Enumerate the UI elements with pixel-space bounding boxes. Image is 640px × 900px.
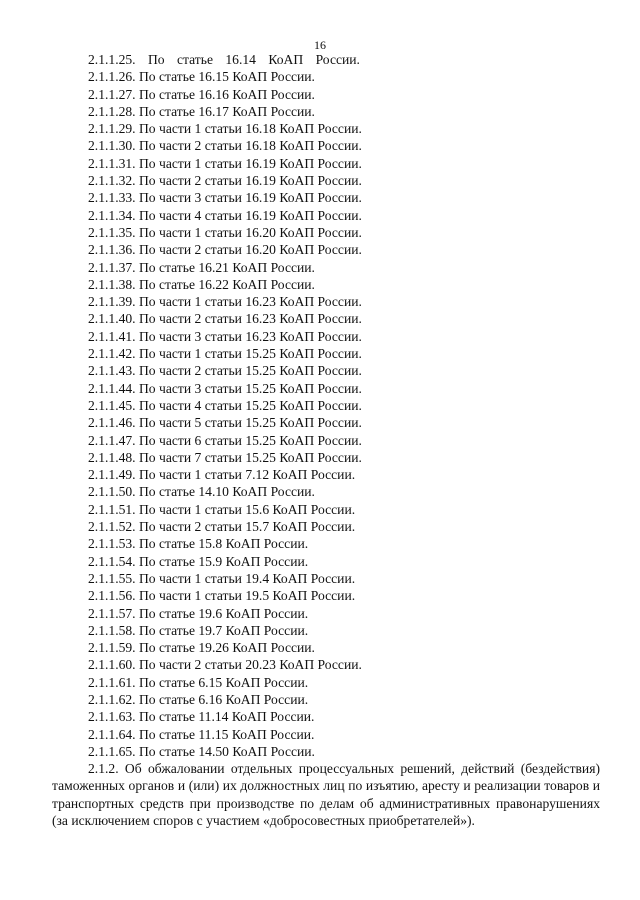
section-paragraph: 2.1.2. Об обжаловании отдельных процессуальных решений, действий (бездействия) таможенных органов и (или) их должностных лиц по изъятию, аресту и реализации товаров и транспортных средств при производстве по делам об административных правонарушениях (за исключением споров с участием «добросовестных приобретателей»). xyxy=(52,761,600,828)
list-item: 2.1.1.45. По части 4 статьи 15.25 КоАП России. xyxy=(88,397,362,413)
list-item: 2.1.1.44. По части 3 статьи 15.25 КоАП России. xyxy=(88,380,362,396)
list-item: 2.1.1.42. По части 1 статьи 15.25 КоАП России. xyxy=(88,346,362,362)
list-item: 2.1.1.63. По статье 11.14 КоАП России. xyxy=(88,709,315,725)
list-item: 2.1.1.58. По статье 19.7 КоАП России. xyxy=(88,622,309,638)
page-number: 16 xyxy=(314,38,326,52)
list-item: 2.1.1.30. По части 2 статьи 16.18 КоАП России. xyxy=(88,138,362,154)
list-item: 2.1.1.46. По части 5 статьи 15.25 КоАП России. xyxy=(88,415,362,431)
list-item: 2.1.1.57. По статье 19.6 КоАП России. xyxy=(88,605,309,621)
list-item: 2.1.1.34. По части 4 статьи 16.19 КоАП России. xyxy=(88,207,362,223)
list-item: 2.1.1.52. По части 2 статьи 15.7 КоАП России. xyxy=(88,519,356,535)
list-item: 2.1.1.29. По части 1 статьи 16.18 КоАП России. xyxy=(88,121,362,137)
list-item: 2.1.1.27. По статье 16.16 КоАП России. xyxy=(88,86,315,102)
article-list xyxy=(88,51,362,760)
list-item: 2.1.1.31. По части 1 статьи 16.19 КоАП России. xyxy=(88,155,362,171)
list-item: 2.1.1.56. По части 1 статьи 19.5 КоАП России. xyxy=(88,588,356,604)
list-item: 2.1.1.54. По статье 15.9 КоАП России. xyxy=(88,553,309,569)
list-item: 2.1.1.61. По статье 6.15 КоАП России. xyxy=(88,674,309,690)
list-item: 2.1.1.51. По части 1 статьи 15.6 КоАП России. xyxy=(88,501,356,517)
list-item: 2.1.1.28. По статье 16.17 КоАП России. xyxy=(88,103,315,119)
list-item: 2.1.1.39. По части 1 статьи 16.23 КоАП России. xyxy=(88,294,362,310)
list-item: 2.1.1.48. По части 7 статьи 15.25 КоАП России. xyxy=(88,449,362,465)
list-item: 2.1.1.35. По части 1 статьи 16.20 КоАП России. xyxy=(88,224,362,240)
list-item: 2.1.1.49. По части 1 статьи 7.12 КоАП России. xyxy=(88,467,356,483)
list-item: 2.1.1.37. По статье 16.21 КоАП России. xyxy=(88,259,315,275)
list-item: 2.1.1.33. По части 3 статьи 16.19 КоАП России. xyxy=(88,190,362,206)
list-item: 2.1.1.41. По части 3 статьи 16.23 КоАП России. xyxy=(88,328,362,344)
list-item: 2.1.1.65. По статье 14.50 КоАП России. xyxy=(88,743,315,759)
list-item: 2.1.1.40. По части 2 статьи 16.23 КоАП России. xyxy=(88,311,362,327)
list-item: 2.1.1.25. По статье 16.14 КоАП России. xyxy=(88,52,360,67)
list-item: 2.1.1.32. По части 2 статьи 16.19 КоАП России. xyxy=(88,173,362,189)
list-item: 2.1.1.55. По части 1 статьи 19.4 КоАП России. xyxy=(88,570,356,586)
list-item: 2.1.1.64. По статье 11.15 КоАП России. xyxy=(88,726,315,742)
list-item: 2.1.1.36. По части 2 статьи 16.20 КоАП России. xyxy=(88,242,362,258)
list-item: 2.1.1.62. По статье 6.16 КоАП России. xyxy=(88,691,309,707)
list-item: 2.1.1.60. По части 2 статьи 20.23 КоАП России. xyxy=(88,657,362,673)
list-item: 2.1.1.47. По части 6 статьи 15.25 КоАП России. xyxy=(88,432,362,448)
list-item: 2.1.1.50. По статье 14.10 КоАП России. xyxy=(88,484,315,500)
list-item: 2.1.1.53. По статье 15.8 КоАП России. xyxy=(88,536,309,552)
list-item: 2.1.1.26. По статье 16.15 КоАП России. xyxy=(88,69,315,85)
list-item: 2.1.1.59. По статье 19.26 КоАП России. xyxy=(88,640,315,656)
list-item: 2.1.1.43. По части 2 статьи 15.25 КоАП России. xyxy=(88,363,362,379)
list-item: 2.1.1.38. По статье 16.22 КоАП России. xyxy=(88,276,315,292)
